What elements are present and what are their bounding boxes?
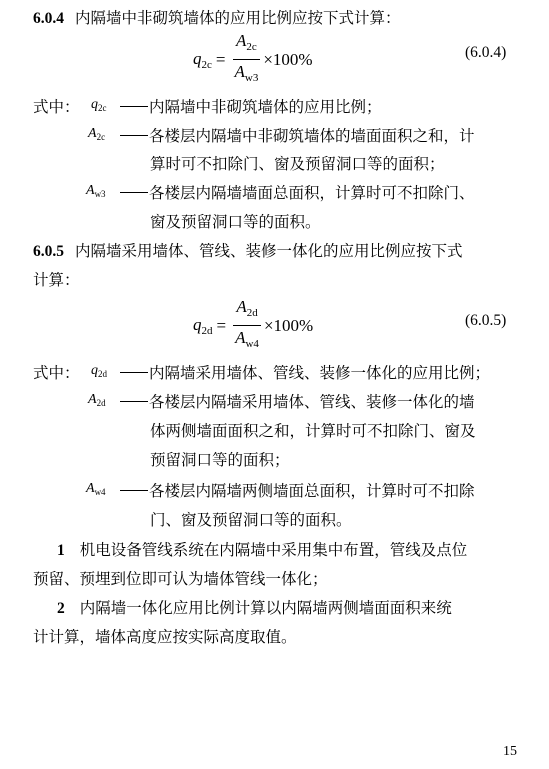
note-text: 机电设备管线系统在内隔墙中采用集中布置，管线及点位 bbox=[79, 541, 468, 559]
note-2-cont: 计计算，墙体高度应按实际高度取值。 bbox=[33, 628, 297, 646]
note-text: 内隔墙一体化应用比例计算以内隔墙两侧墙面面积来统 bbox=[79, 599, 452, 617]
formula-tail: ×100% bbox=[263, 49, 313, 69]
section-6-0-5-heading bbox=[33, 241, 462, 262]
equation-number: (6.0.4) bbox=[465, 44, 507, 61]
where-label: 式中： bbox=[33, 364, 80, 382]
fraction bbox=[231, 31, 261, 88]
symbol-A2d: $A_{2d}$ bbox=[88, 392, 106, 408]
equals-sign: = bbox=[216, 315, 227, 335]
formula-6-0-5 bbox=[193, 297, 313, 354]
section-title: 内隔墙采用墙体、管线、装修一体化的应用比例应按下式 bbox=[74, 242, 463, 260]
symbol-Aw4: $A_{w4}$ bbox=[86, 481, 106, 497]
formula-lhs: $q_{2c}$ bbox=[193, 48, 212, 71]
section-title-cont: 计算： bbox=[33, 271, 80, 289]
definition-A2d: 各楼层内隔墙采用墙体、管线、装修一体化的墙 bbox=[119, 392, 475, 412]
section-number: 6.0.5 bbox=[33, 243, 64, 260]
section-title: 内隔墙中非砌筑墙体的应用比例应按下式计算： bbox=[74, 9, 401, 27]
note-2 bbox=[57, 598, 452, 619]
definition-q2d: 内隔墙采用墙体、管线、装修一体化的应用比例； bbox=[119, 363, 490, 383]
section-number: 6.0.4 bbox=[33, 10, 64, 27]
formula-6-0-4 bbox=[193, 31, 313, 88]
symbol-Aw3: $A_{w3}$ bbox=[86, 183, 106, 199]
note-1-cont: 预留、预埋到位即可认为墙体管线一体化； bbox=[33, 570, 328, 588]
note-number: 1 bbox=[57, 542, 65, 559]
definition-Aw4: 各楼层内隔墙两侧墙面总面积，计算时可不扣除 bbox=[119, 481, 475, 501]
symbol-q2d: $q_{2d}$ bbox=[91, 363, 107, 379]
numerator: $A_{2c}$ bbox=[233, 31, 260, 60]
note-1 bbox=[57, 540, 467, 561]
page-number: 15 bbox=[503, 744, 517, 759]
where-label: 式中： bbox=[33, 98, 80, 116]
definition-A2d-cont: 预留洞口等的面积； bbox=[150, 451, 290, 469]
section-6-0-4-heading bbox=[33, 8, 400, 29]
formula-lhs: $q_{2d}$ bbox=[193, 314, 213, 337]
note-number: 2 bbox=[57, 600, 65, 617]
symbol-q2c: $q_{2c}$ bbox=[91, 97, 107, 113]
definition-q2c: 内隔墙中非砌筑墙体的应用比例； bbox=[119, 97, 382, 117]
formula-tail: ×100% bbox=[263, 315, 314, 335]
definition-Aw4-cont: 门、窗及预留洞口等的面积。 bbox=[150, 511, 352, 529]
numerator: $A_{2d}$ bbox=[233, 297, 260, 326]
equation-number: (6.0.5) bbox=[465, 312, 507, 329]
definition-A2c: 各楼层内隔墙中非砌筑墙体的墙面面积之和，计 bbox=[119, 126, 475, 146]
symbol-A2c: $A_{2c}$ bbox=[88, 126, 106, 142]
equals-sign: = bbox=[215, 49, 226, 69]
denominator: $A_{w4}$ bbox=[235, 328, 259, 350]
denominator: $A_{w3}$ bbox=[234, 62, 259, 84]
fraction bbox=[232, 297, 262, 354]
definition-Aw3: 各楼层内隔墙墙面总面积，计算时可不扣除门、 bbox=[119, 183, 475, 203]
definition-A2c-cont: 算时可不扣除门、窗及预留洞口等的面积； bbox=[150, 155, 445, 173]
definition-Aw3-cont: 窗及预留洞口等的面积。 bbox=[150, 213, 321, 231]
definition-A2d-cont: 体两侧墙面面积之和，计算时可不扣除门、窗及 bbox=[150, 422, 476, 440]
